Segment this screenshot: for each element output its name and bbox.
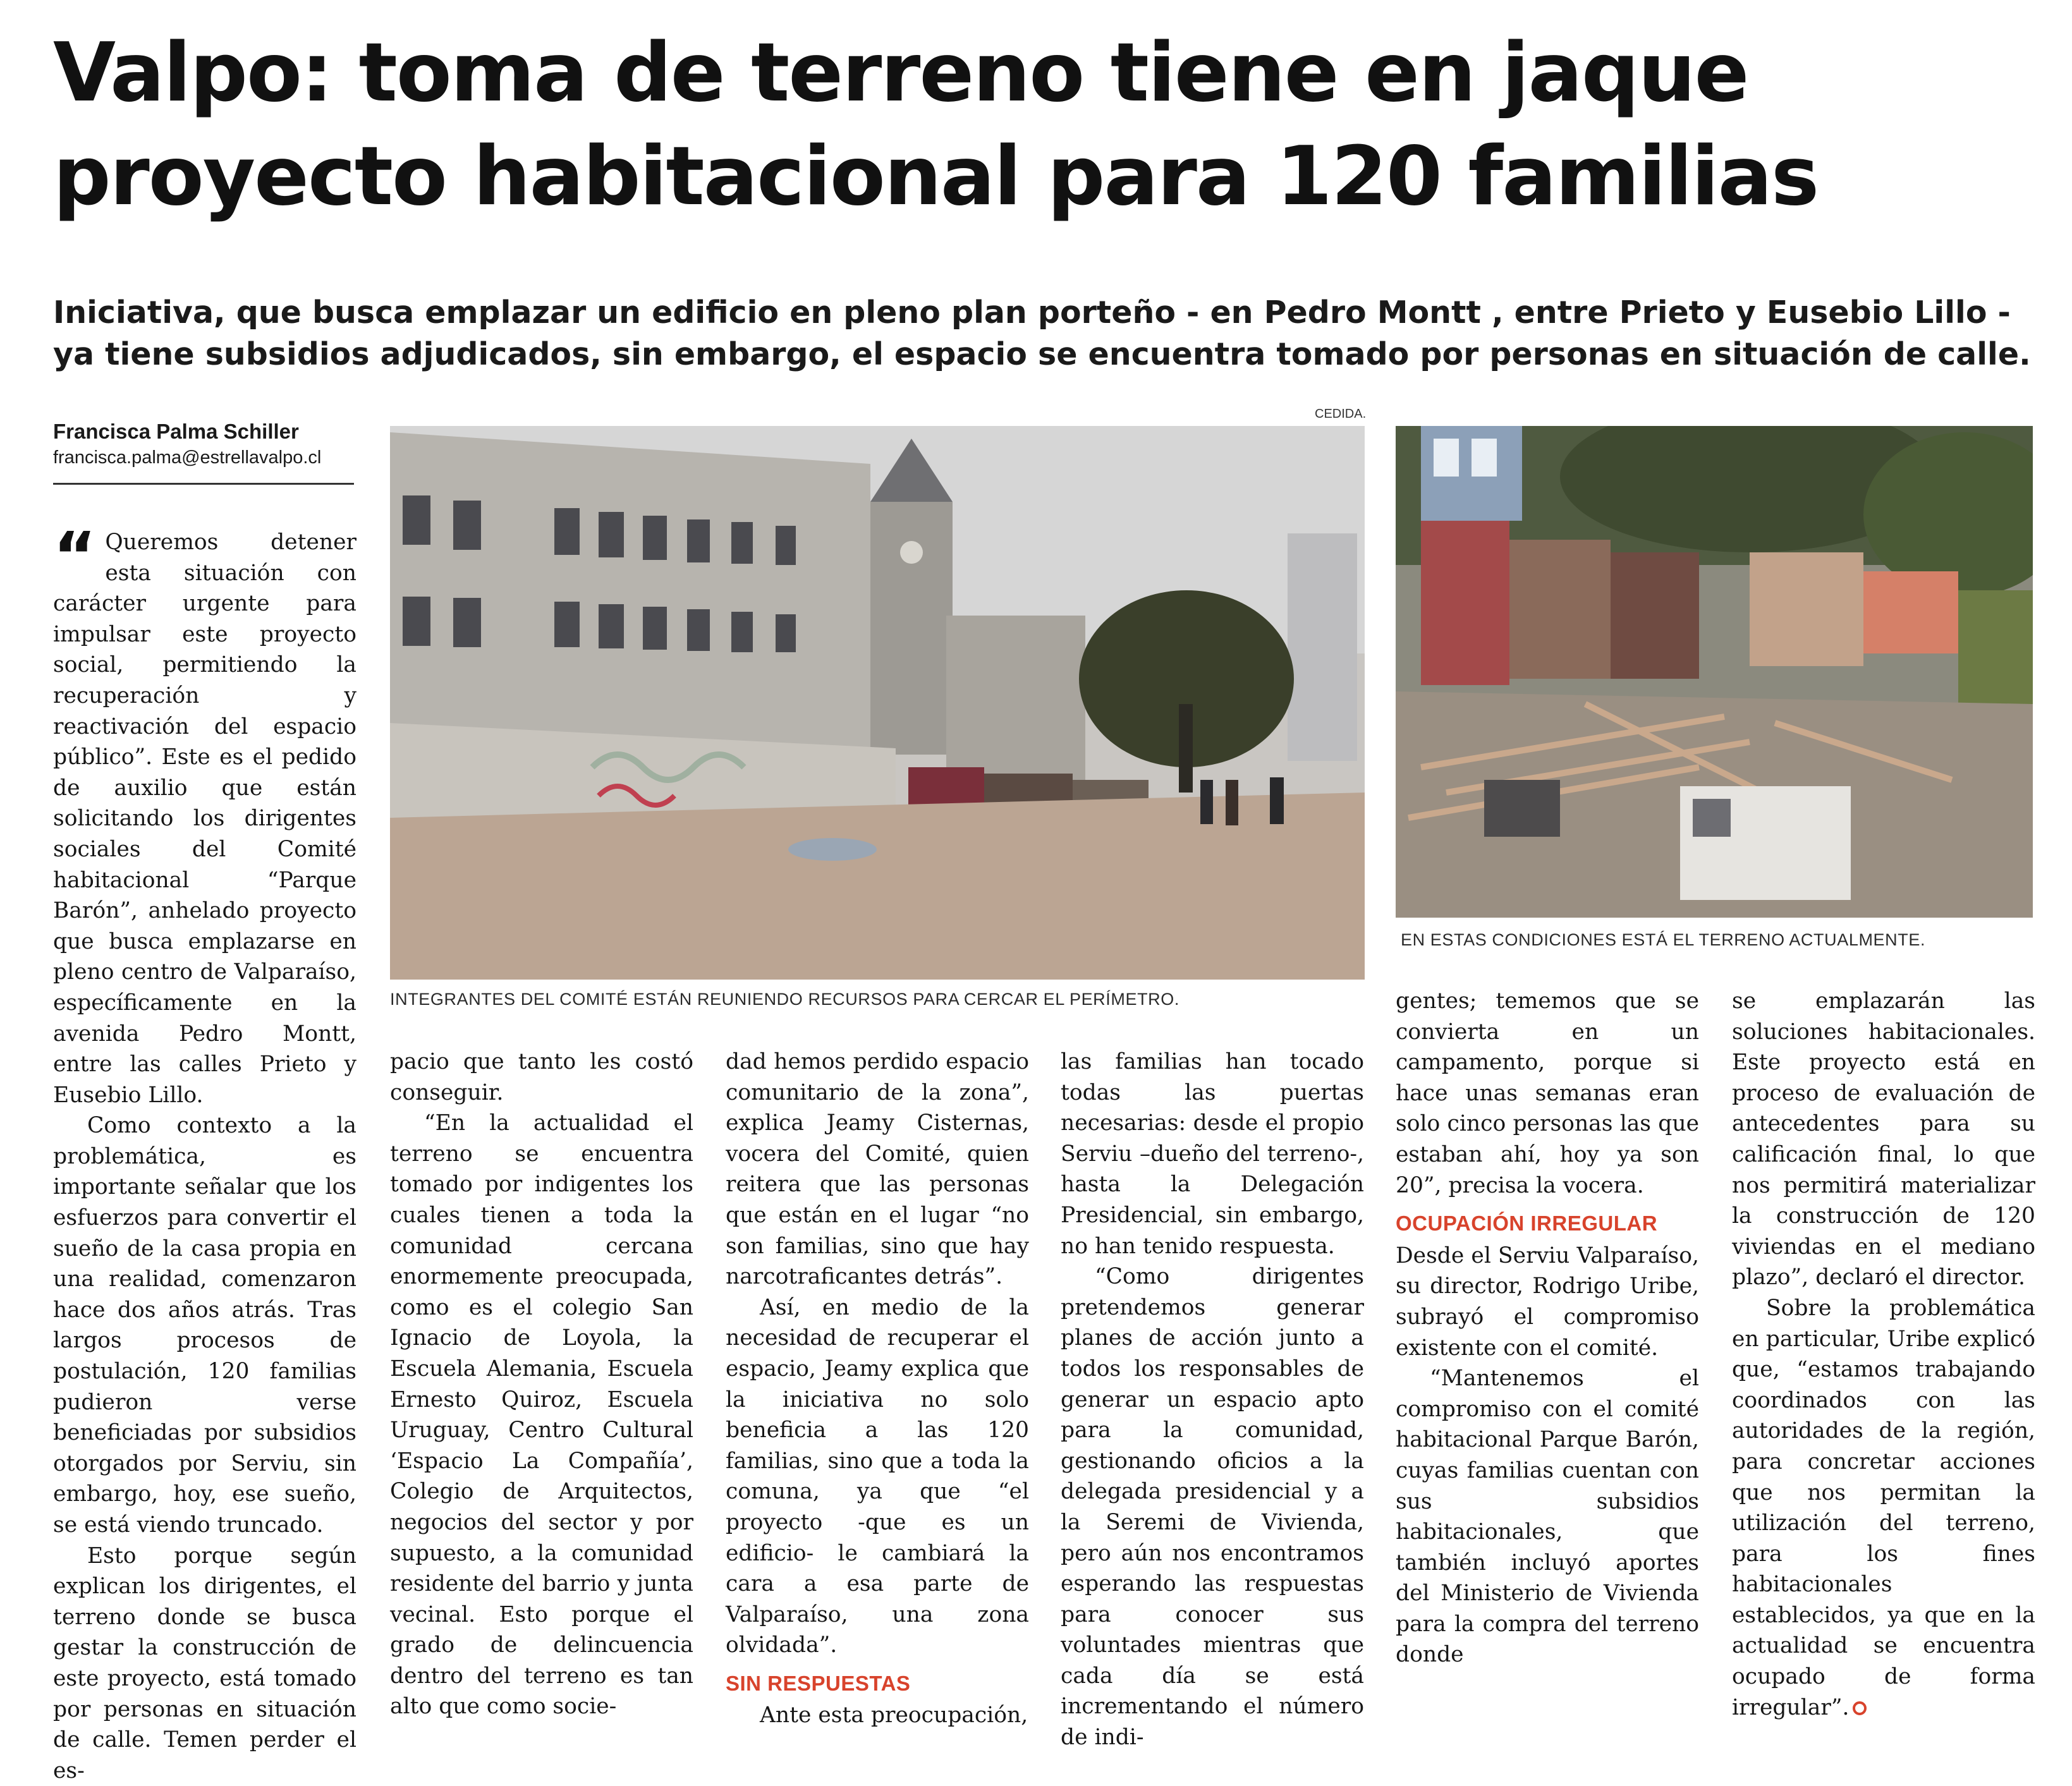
body-column-2 — [390, 1047, 693, 1722]
col6-paragraph-2: Sobre la problemática en particular, Uribe explicó que, “estamos trabajando coordinados con las autoridades de la región, para concretar acciones que nos permitan la utilización del terreno, para los fines habitacionales establecidos, ya que en la actualidad se encuentra ocupado de forma irregular”. — [1732, 1295, 2035, 1720]
col2-paragraph-1: pacio que tanto les costó conseguir. — [390, 1049, 693, 1105]
photo-debris-lot — [1396, 426, 2033, 918]
body-column-5 — [1396, 986, 1699, 1670]
col3-paragraph-1: dad hemos perdido espacio comunitario de la zona”, explica Jeamy Cisternas, vocera del Comité, quien reitera que las personas que están en el lugar “no son familias, sino que hay narcotraficantes detrás”. — [726, 1049, 1029, 1290]
byline-author: Francisca Palma Schiller — [53, 420, 299, 443]
col5-paragraph-3: “Mantenemos el compromiso con el comité habitacional Parque Barón, cuyas familias cuentan con sus subsidios habitacionales, que también incluyó aportes del Ministerio de Vivienda para la compra del terreno donde — [1396, 1366, 1699, 1668]
photo-street-scene-image — [390, 426, 1365, 980]
col1-paragraph-3: Esto porque según explican los dirigentes, el terreno donde se busca gestar la construcción de este proyecto, está tomado por personas en situación de calle. Temen perder el es- — [53, 1543, 357, 1783]
col4-paragraph-1: las familias han tocado todas las puertas necesarias: desde el propio Serviu –dueño del terreno-, hasta la Delegación Presidencial, sin embargo, no han tenido respuesta. — [1061, 1049, 1364, 1259]
byline-email: francisca.palma@estrellavalpo.cl — [53, 447, 322, 468]
deck-line-1: Iniciativa, que busca emplazar un edificio en pleno plan porteño - en Pedro Montt , entre Prieto y Eusebio Lillo - — [53, 295, 2011, 331]
deck-subtitle — [53, 292, 2032, 375]
col2-paragraph-2: “En la actualidad el terreno se encuentra tomado por indigentes los cuales tienen a toda la comunidad cercana enormemente preocupada, como es el colegio San Ignacio de Loyola, la Escuela Alemania, Escuela Ernesto Quiroz, Escuela Uruguay, Centro Cultural ‘Espacio La Compañía’, Colegio de Arquitectos, negocios del sector y por supuesto, a la comunidad residente del barrio y junta vecinal. Esto porque el grado de delincuencia dentro del terreno es tan alto que como socie- — [390, 1110, 693, 1720]
photo-street-scene — [390, 426, 1365, 980]
deck-line-2: ya tiene subsidios adjudicados, sin embargo, el espacio se encuentra tomado por personas en situación de calle. — [53, 336, 2031, 372]
photo-credit: CEDIDA. — [1315, 407, 1367, 421]
col5-paragraph-1: gentes; tememos que se convierta en un campamento, porque si hace unas semanas eran solo cinco personas las que estaban ahí, hoy ya son 20”, precisa la vocera. — [1396, 988, 1699, 1198]
body-column-1 — [53, 518, 357, 1786]
photo-debris-lot-image — [1396, 426, 2033, 918]
byline-divider — [53, 483, 354, 485]
quote-mark-icon: “ — [53, 518, 97, 595]
section-heading-sin-respuestas: SIN RESPUESTAS — [726, 1671, 911, 1695]
body-column-4 — [1061, 1047, 1364, 1753]
headline-line-1: Valpo: toma de terreno tiene en jaque — [53, 26, 1748, 120]
col1-paragraph-1: Queremos detener esta situación con carácter urgente para impulsar este proyecto social, permitiendo la recuperación y reactivación del espacio público”. Este es el pedido de auxilio que están solicitando los dirigentes sociales del Comité habitacional “Parque Barón”, anhelado proyecto que busca emplazarse en pleno centro de Valparaíso, específicamente en la avenida Pedro Montt, entre las calles Prieto y Eusebio Lillo. — [53, 530, 357, 1108]
section-heading-ocupacion-irregular: OCUPACIÓN IRREGULAR — [1396, 1212, 1658, 1236]
body-column-6 — [1732, 986, 2035, 1723]
headline-line-2: proyecto habitacional para 120 familias — [53, 130, 1819, 224]
col6-paragraph-1: se emplazarán las soluciones habitacionales. Este proyecto está en proceso de evaluación de antecedentes para su calificación final, lo que nos permitirá materializar la construcción de 120 viviendas en el mediano plazo”, declaró el director. — [1732, 988, 2035, 1291]
col5-paragraph-2: Desde el Serviu Valparaíso, su director, Rodrigo Uribe, subrayó el compromiso existente con el comité. — [1396, 1242, 1699, 1361]
col3-paragraph-3: Ante esta preocupación, — [760, 1703, 1028, 1728]
caption-left: INTEGRANTES DEL COMITÉ ESTÁN REUNIENDO RECURSOS PARA CERCAR EL PERÍMETRO. — [390, 990, 1179, 1009]
body-column-3 — [726, 1047, 1029, 1731]
col3-paragraph-2: Así, en medio de la necesidad de recuperar el espacio, Jeamy explica que la iniciativa no solo beneficia a las 120 familias, sino que a toda la comuna, ya que “el proyecto -que es un edificio- le cambiará la cara a esa parte de Valparaíso, una zona olvidada”. — [726, 1294, 1029, 1658]
col1-paragraph-2: Como contexto a la problemática, es importante señalar que los esfuerzos para convertir el sueño de la casa propia en una realidad, comenzaron hace dos años atrás. Tras largos procesos de postulación, 120 familias pudieron verse beneficiadas por subsidios otorgados por Serviu, sin embargo, hoy, ese sueño, se está viendo truncado. — [53, 1113, 357, 1538]
col4-paragraph-2: “Como dirigentes pretendemos generar planes de acción junto a todos los responsables de generar un espacio apto para la comunidad, gestionando oficios a la delegada presidencial y a la Seremi de Vivienda, pero aún nos encontramos esperando las respuestas para conocer sus voluntades mientras que cada día se está incrementando el número de indi- — [1061, 1264, 1364, 1751]
headline — [53, 21, 2032, 229]
end-of-article-icon — [1853, 1701, 1867, 1715]
caption-right: EN ESTAS CONDICIONES ESTÁ EL TERRENO ACTUALMENTE. — [1401, 930, 1926, 949]
